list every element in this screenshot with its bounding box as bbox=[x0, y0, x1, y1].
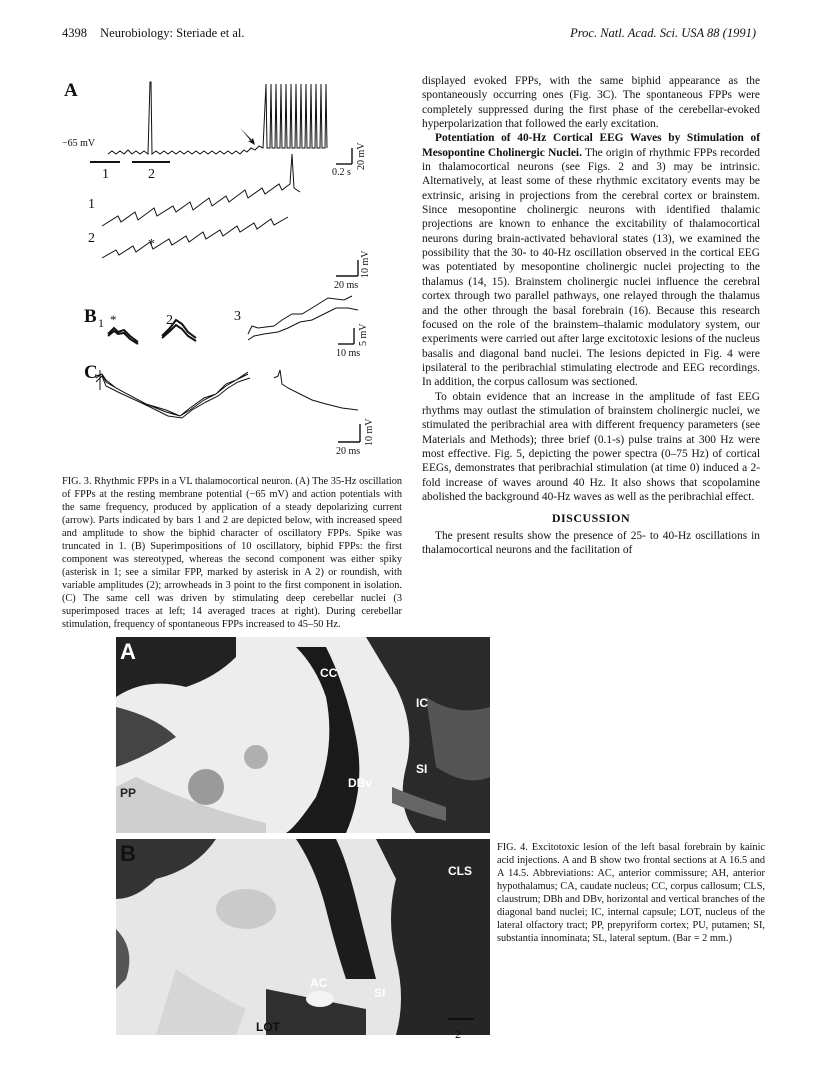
photo-a-label: A bbox=[120, 639, 136, 664]
running-header-left bbox=[62, 26, 245, 41]
label-ac: AC bbox=[310, 976, 328, 990]
scale-c-time: 20 ms bbox=[336, 446, 361, 457]
panel-a-label: A bbox=[64, 80, 78, 101]
page-number: 4398 bbox=[62, 26, 87, 40]
trace-c-superimposed bbox=[96, 372, 250, 418]
scale-b-time: 10 ms bbox=[336, 348, 361, 359]
running-title: Neurobiology: Steriade et al. bbox=[100, 26, 245, 40]
scale-a-volt: 20 mV bbox=[356, 142, 367, 170]
trace-b1 bbox=[108, 328, 138, 344]
figure-4-scale-label: 2 bbox=[455, 1027, 461, 1041]
trace-2-label: 2 bbox=[88, 231, 95, 246]
label-lot: LOT bbox=[256, 1020, 280, 1034]
scale-a-time: 0.2 s bbox=[332, 167, 351, 178]
depolarizing-current-arrow bbox=[240, 128, 255, 145]
trace-1-label: 1 bbox=[88, 197, 95, 212]
label-si-a: SI bbox=[416, 762, 428, 776]
panel-b-label: B bbox=[84, 306, 97, 327]
journal-citation: Proc. Natl. Acad. Sci. USA 88 (1991) bbox=[570, 26, 756, 40]
asterisk-a2: * bbox=[148, 237, 155, 252]
label-cc: CC bbox=[320, 666, 338, 680]
scale-mid-volt: 10 mV bbox=[360, 250, 371, 278]
section-heading: Potentiation of 40-Hz Cortical EEG Waves by Stimulation of Mesopontine Cholinergic Nuclei. bbox=[422, 132, 760, 159]
panel-b1-sub: 1 bbox=[98, 316, 104, 330]
trace-1 bbox=[102, 154, 300, 226]
label-si-b: SI bbox=[374, 986, 386, 1000]
panel-b3-label: 3 bbox=[234, 309, 241, 324]
figure-4-photo-b bbox=[116, 839, 490, 1035]
asterisk-b1: * bbox=[110, 312, 117, 327]
trace-b3 bbox=[248, 296, 358, 340]
scale-mid-time: 20 ms bbox=[334, 280, 359, 291]
paragraph-2-body: The origin of rhythmic FPPs recorded in thalamocortical neurons (see Figs. 2 and 3) may be intrinsic. Alternatively, at least some of these rhythmic excitatory events may be extrinsic, arising in projections from the cerebral cortex or brainstem. Since mesopontine cholinergic neurons with identified thalamic projections are known to enhance the excitability of thalamocortical neurons during brain-activated behavioral states (13), we examined the possibility that the 30- to 40-Hz oscillation observed in the cortical EEG was potentiated by mesopontine cholinergic nuclei projecting to the thalamus (14, 15). Brainstem cholinergic nuclei influence the cerebral cortex through two parallel pathways, one relayed through the thalamus and the other through the basal forebrain (16). Because this research focused on the role of the brainstem–thalamic modulatory system, our experiments were carried out after large excitotoxic lesions of the nucleus basalis and diagonal band nuclei. The lesions depicted in Fig. 4 were ipsilateral to the peribrachial stimulating electrode and EEG recordings. In addition, the corpus callosum was sectioned. bbox=[422, 146, 760, 389]
trace-2 bbox=[102, 217, 288, 258]
trace-c-averaged bbox=[274, 370, 358, 410]
panel-b2-label: 2 bbox=[166, 313, 173, 328]
photo-b-label: B bbox=[120, 841, 136, 866]
figure-4-photo-a bbox=[116, 637, 490, 833]
bar-1-label: 1 bbox=[102, 167, 109, 182]
label-cls: CLS bbox=[448, 864, 472, 878]
right-column-text bbox=[422, 74, 760, 557]
figure-3-caption: FIG. 3. Rhythmic FPPs in a VL thalamocortical neuron. (A) The 35-Hz oscillation of FPPs at the resting membrane potential (−65 mV) and action potentials with the same frequency, produced by application of a steady depolarizing current (arrow). Parts indicated by bars 1 and 2 are depicted below, with increased speed and amplitude to show the biphid character of oscillatory FPPs. Spike was truncated in 1. (B) Superimpositions of 10 oscillatory, biphid FPPs: the first component was stereotyped, whereas the second component was either spiky (asterisk in 1; see a similar FPP, marked by asterisk in A 2) or roundish, with variable amplitudes (2); arrowheads in 3 point to the first component in isolation. (C) The same cell was driven by stimulating deep cerebellar nuclei (3 superimposed traces at left; 14 averaged traces at right). During cerebellar stimulation, frequency of spontaneous FPPs increased to 45–50 Hz. bbox=[62, 476, 402, 630]
discussion-heading: DISCUSSION bbox=[551, 511, 631, 526]
label-pp: PP bbox=[120, 786, 137, 800]
label-dbv: DBv bbox=[348, 776, 373, 790]
figure-4-scale-bar bbox=[448, 1018, 474, 1020]
membrane-potential-label: −65 mV bbox=[62, 138, 96, 149]
figure-4-caption: FIG. 4. Excitotoxic lesion of the left basal forebrain by kainic acid injections. A and B show two frontal sections at A 16.5 and A 14.5. Abbreviations: AC, anterior commissure; AH, anterior hypothalamus; CA, caudate nucleus; CC, corpus callosum; CLS, claustrum; DBh and DBv, horizontal and vertical branches of the diagonal band nuclei; IC, internal capsule; LOT, nucleus of the lateral olfactory tract; PP, prepyriform cortex; PU, putamen; SI, substantia innominata; SL, lateral septum. (Bar = 2 mm.) bbox=[497, 842, 765, 944]
scale-b-volt: 5 mV bbox=[358, 323, 369, 346]
bar-2-label: 2 bbox=[148, 167, 155, 182]
label-ic-a: IC bbox=[416, 696, 428, 710]
paragraph-2 bbox=[422, 131, 760, 389]
paragraph-4: The present results show the presence of 25- to 40-Hz oscillations in thalamocortical neurons and the facilitation of bbox=[422, 529, 760, 556]
paragraph-3: To obtain evidence that an increase in the amplitude of fast EEG rhythms may outlast the stimulation of brainstem cholinergic nuclei, we stimulated the peribrachial area with different frequency parameters (see Materials and Methods); three brief (0.1-s) pulse trains at 300 Hz were most effective. Fig. 5, depicting the power spectra (0–75 Hz) of cortical EEGs, demonstrates that peribrachial stimulation (at time 0) induced a 2-fold increase of waves around 40 Hz. It also shows that scopolamine abolished the background 40-Hz waves as well as the peribrachial effect. bbox=[422, 390, 760, 503]
scale-c-volt: 10 mV bbox=[364, 418, 375, 446]
paragraph-1: displayed evoked FPPs, with the same biphid appearance as the spontaneously occurring ones (Fig. 3C). The spontaneous FPPs were completely suppressed during the first phase of the cerebellar-evoked hyperpolarization that followed the early excitation. bbox=[422, 75, 760, 131]
trace-a bbox=[108, 82, 327, 154]
figure-3 bbox=[62, 78, 392, 468]
panel-c-label: C bbox=[84, 362, 98, 383]
